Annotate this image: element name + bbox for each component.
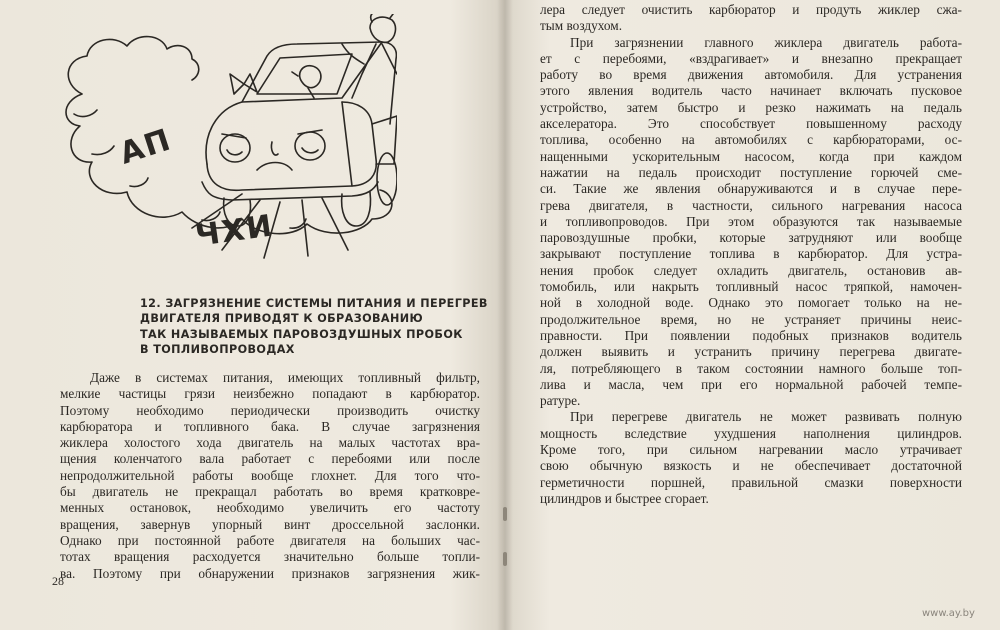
text-line: устройство, затем быстро и резко нажимать на педаль bbox=[540, 99, 962, 115]
text-line: ратуре. bbox=[540, 393, 581, 409]
text-line: правности. При появлении подобных признаков водитель bbox=[540, 327, 962, 343]
text-line: Кроме того, при сильном нагревании масло утрачивает bbox=[540, 442, 962, 458]
text-line: ля, потребляющего в таком состоянии намного больше топ- bbox=[540, 360, 962, 376]
sneeze-text-top: АП bbox=[115, 122, 177, 172]
text-line: лива и масла, чем при его нормальной рабочей темпе- bbox=[540, 376, 962, 392]
text-line: томобиль, или накрыть топливный насос тряпкой, намочен- bbox=[540, 279, 962, 295]
text-line: свою обычную вязкость и не обеспечивает достаточной bbox=[540, 458, 962, 474]
binding-staple bbox=[503, 507, 507, 521]
text-line: и топливопроводов. При этом образуются так называемые bbox=[540, 213, 962, 229]
sneezing-car-illustration bbox=[52, 14, 397, 269]
heading-line: 12. ЗАГРЯЗНЕНИЕ СИСТЕМЫ ПИТАНИЯ И ПЕРЕГРЕВ bbox=[140, 297, 488, 310]
text-line: тым воздухом. bbox=[540, 18, 623, 34]
text-line: тотах вращения расходуется значительно больше топли- bbox=[60, 549, 480, 565]
text-line: си. Такие же явления обнаруживаются и в случае пере- bbox=[540, 181, 962, 197]
heading-line: ДВИГАТЕЛЯ ПРИВОДЯТ К ОБРАЗОВАНИЮ bbox=[140, 312, 424, 326]
text-line: Поэтому необходимо периодически производить очистку bbox=[60, 402, 480, 418]
text-line: карбюратора и топливного бака. В случае загрязнения bbox=[60, 418, 480, 434]
text-line: акселератора. Это способствует повышенному расходу bbox=[540, 116, 962, 132]
left-page-body bbox=[60, 370, 480, 582]
text-line: Даже в системах питания, имеющих топливный фильтр, bbox=[90, 370, 480, 385]
text-line: мелкие частицы грязи неизбежно попадают в карбюратор. bbox=[60, 386, 480, 402]
text-line: паровоздушные пробки, которые затрудняют или вообще bbox=[540, 230, 962, 246]
text-line: топлива, особенно на автомобилях с карбюраторами, ос- bbox=[540, 132, 962, 148]
heading-line: ТАК НАЗЫВАЕМЫХ ПАРОВОЗДУШНЫХ ПРОБОК bbox=[140, 327, 463, 341]
text-line: жиклера холостого хода двигатель на малых частотах вра- bbox=[60, 435, 480, 451]
text-line: работу во время движения автомобиля. Для устранения bbox=[540, 67, 962, 83]
text-line: цилиндров и быстрее сгорает. bbox=[540, 490, 709, 506]
text-line: менных остановок, необходимо увеличить его частоту bbox=[60, 500, 480, 516]
sneeze-text-bottom: ЧХИ bbox=[193, 208, 276, 254]
text-line: этого явления водитель часто начинает включать пусковое bbox=[540, 83, 962, 99]
heading-line: В ТОПЛИВОПРОВОДАХ bbox=[140, 343, 295, 357]
text-line: бы двигатель не прекращал работать во время кратковре- bbox=[60, 484, 480, 500]
text-line: Однако при постоянной работе двигателя на больших час- bbox=[60, 532, 480, 548]
text-line: вращения, завернув упорный винт дроссельной заслонки. bbox=[60, 516, 480, 532]
text-line: должен выявить и устранить причину перегрева двигате- bbox=[540, 344, 962, 360]
text-line: непродолжительной работы вообще глохнет. Для того что- bbox=[60, 467, 480, 483]
text-line: мощность вследствие ухудшения наполнения цилиндров. bbox=[540, 425, 962, 441]
text-line: ва. Поэтому при обнаружении признаков загрязнения жик- bbox=[60, 565, 480, 581]
right-page-body bbox=[540, 2, 962, 507]
text-line: При загрязнении главного жиклера двигатель работа- bbox=[570, 34, 962, 50]
text-line: ет с перебоями, «вздрагивает» и внезапно прекращает bbox=[540, 50, 962, 66]
text-line: герметичности поршней, правильной смазки поверхности bbox=[540, 474, 962, 490]
text-line: щения коленчатого вала работает с перебоями или после bbox=[60, 451, 480, 467]
text-line: грева двигателя, в частности, сильного нагревания насоса bbox=[540, 197, 962, 213]
text-line: ной в холодной воде. Однако это помогает только на не- bbox=[540, 295, 962, 311]
text-line: При перегреве двигатель не может развивать полную bbox=[570, 409, 962, 425]
text-line: лера следует очистить карбюратор и продуть жиклер сжа- bbox=[540, 2, 962, 17]
book-gutter bbox=[497, 0, 513, 630]
text-line: нащенными ускорительным насосом, когда при каждом bbox=[540, 148, 962, 164]
text-line: продолжительное время, но не устраняет причины неис- bbox=[540, 311, 962, 327]
binding-staple bbox=[503, 552, 507, 566]
section-heading bbox=[140, 296, 488, 358]
text-line: нажатии на педаль происходит поступление горючей сме- bbox=[540, 164, 962, 180]
watermark: www.ay.by bbox=[922, 608, 975, 619]
text-line: закрывают поступление топлива в карбюратор. Для устра- bbox=[540, 246, 962, 262]
text-line: нения пробок следует охладить двигатель, остановив ав- bbox=[540, 262, 962, 278]
page-number: 28 bbox=[52, 574, 64, 588]
